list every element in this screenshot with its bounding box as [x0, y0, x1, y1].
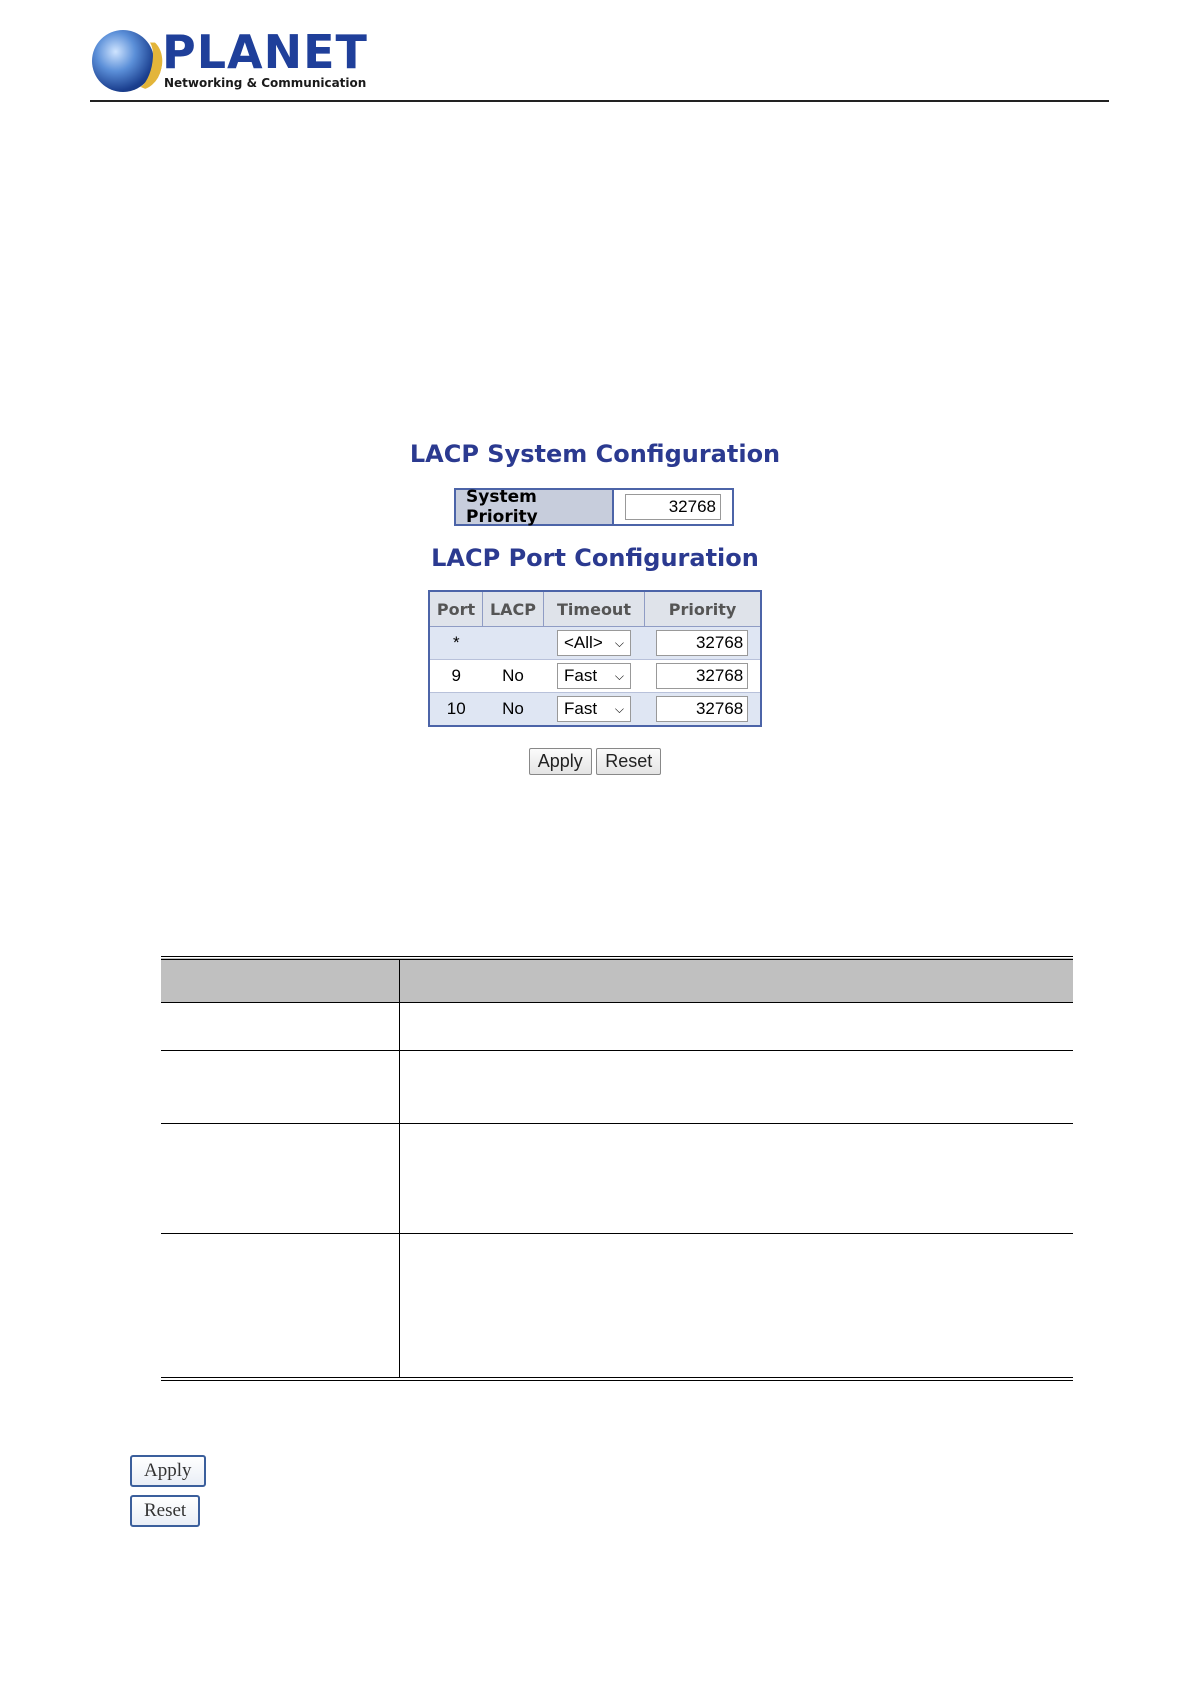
- parameter-table: [161, 956, 1073, 1381]
- port-config-title: LACP Port Configuration: [431, 544, 759, 572]
- priority-input[interactable]: 32768: [656, 663, 748, 689]
- timeout-value: Fast: [564, 666, 598, 685]
- ui-button-row: [390, 748, 800, 775]
- system-priority-table: [454, 488, 734, 526]
- chevron-down-icon: ⌵: [614, 701, 624, 716]
- globe-icon: [92, 30, 154, 92]
- table-row: [429, 693, 761, 727]
- table-row: [429, 627, 761, 660]
- lacp-config-screenshot: [390, 430, 800, 800]
- table-header-row: [161, 958, 1073, 1003]
- lacp-cell: [483, 627, 544, 660]
- legend-apply-button[interactable]: Apply: [130, 1455, 206, 1487]
- brand-name: PLANET: [162, 25, 368, 79]
- chevron-down-icon: ⌵: [614, 668, 624, 683]
- port-cell: 10: [429, 693, 483, 727]
- apply-button[interactable]: Apply: [529, 748, 592, 775]
- col-priority: Priority: [645, 591, 762, 627]
- timeout-value: <All>: [564, 633, 603, 652]
- port-cell: *: [429, 627, 483, 660]
- table-row: [161, 1003, 1073, 1051]
- header-divider: [90, 100, 1109, 102]
- table-row: [429, 660, 761, 693]
- reset-button[interactable]: Reset: [596, 748, 661, 775]
- system-priority-input[interactable]: 32768: [625, 494, 721, 520]
- col-timeout: Timeout: [544, 591, 645, 627]
- port-cell: 9: [429, 660, 483, 693]
- timeout-select[interactable]: [557, 696, 631, 722]
- timeout-select[interactable]: [557, 663, 631, 689]
- col-lacp: LACP: [483, 591, 544, 627]
- lacp-cell: No: [483, 660, 544, 693]
- timeout-select[interactable]: [557, 630, 631, 656]
- port-config-table: [428, 590, 762, 727]
- timeout-value: Fast: [564, 699, 598, 718]
- col-port: Port: [429, 591, 483, 627]
- planet-logo: [92, 25, 392, 96]
- legend-reset-button[interactable]: Reset: [130, 1495, 200, 1527]
- table-row: [161, 1051, 1073, 1124]
- table-row: [161, 1234, 1073, 1380]
- priority-input[interactable]: 32768: [656, 630, 748, 656]
- chevron-down-icon: ⌵: [614, 635, 624, 650]
- table-row: [161, 1124, 1073, 1234]
- priority-input[interactable]: 32768: [656, 696, 748, 722]
- brand-tagline: Networking & Communication: [164, 76, 367, 90]
- system-priority-label: System Priority: [456, 490, 614, 524]
- system-config-title: LACP System Configuration: [409, 440, 781, 468]
- lacp-cell: No: [483, 693, 544, 727]
